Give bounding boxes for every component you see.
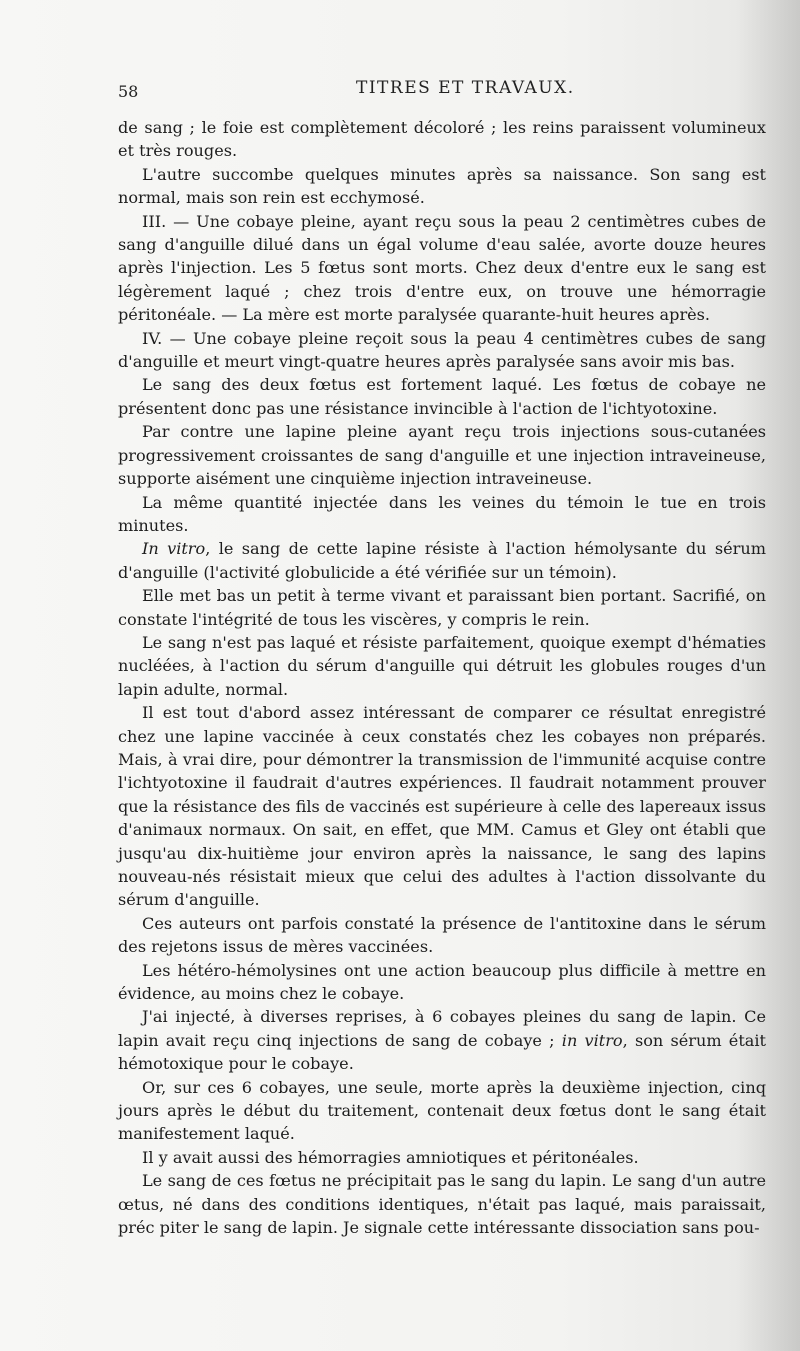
paragraph-continued: de sang ; le foie est complètement décoloré ; les reins paraissent volumineux et très rouges. bbox=[118, 118, 766, 161]
paragraph: Or, sur ces 6 cobayes, une seule, morte après la deuxième injection, cinq jours après le début du traitement, contenait deux fœtus dont le sang était manifestement laqué. bbox=[118, 1077, 766, 1144]
running-title: TITRES ET TRAVAUX. bbox=[356, 78, 575, 98]
paragraph-text: , son sérum était hémotoxique pour le cobaye. bbox=[118, 1030, 766, 1074]
paragraph-case-iv: IV. — Une cobaye pleine reçoit sous la peau 4 centimètres cubes de sang d'anguille et meurt vingt-quatre heures après paralysée sans avoir mis bas. bbox=[118, 328, 766, 372]
paragraph: Il y avait aussi des hémorragies amniotiques et péritonéales. bbox=[142, 1147, 639, 1167]
paragraph: Il est tout d'abord assez intéressant de comparer ce résultat enregistré chez une lapine vaccinée à ceux constatés chez les cobayes non préparés. Mais, à vrai dire, pour démontrer la transmission de l'immunité acquise contre l'ichtyotoxine il faudrait d'autres expériences. Il faudrait notamment prouver que la résistance des fils de vaccinés est supérieure à celle des lapereaux issus d'animaux normaux. On sait, en effet, que MM. Camus et Gley ont établi que jusqu'au dix-huitième jour environ après la naissance, le sang des lapins nouveau-nés résistait mieux que celui des adultes à l'action dissolvante du sérum d'anguille. bbox=[118, 703, 766, 910]
paragraph-injection bbox=[118, 1005, 766, 1075]
page-header bbox=[118, 76, 768, 106]
paragraph: L'autre succombe quelques minutes après sa naissance. Son sang est normal, mais son rein est ecchymosé. bbox=[118, 164, 766, 208]
italic-term: in vitro bbox=[561, 1030, 623, 1050]
paragraph: Le sang des deux fœtus est fortement laqué. Les fœtus de cobaye ne présentent donc pas une résistance invincible à l'action de l'ichtyotoxine. bbox=[118, 375, 766, 418]
paragraph-text: , le sang de cette lapine résiste à l'action hémolysante du sérum d'anguille (l'activité globulicide a été vérifiée sur un témoin). bbox=[118, 539, 766, 582]
paragraph: Elle met bas un petit à terme vivant et paraissant bien portant. Sacrifié, on constate l'intégrité de tous les viscères, y compris le rein. bbox=[118, 586, 766, 629]
page-number: 58 bbox=[118, 82, 139, 101]
paragraph: Par contre une lapine pleine ayant reçu trois injections sous-cutanées progressivement croissantes de sang d'anguille et une injection intraveineuse, supporte aisément une cinquième injection intraveineuse. bbox=[118, 422, 766, 489]
paragraph-in-vitro bbox=[118, 537, 766, 584]
paragraph-text: J'ai injecté, à diverses reprises, à 6 cobayes pleines du sang de lapin. Ce lapin avait reçu cinq injections de sang de cobaye ; bbox=[118, 1007, 766, 1050]
paragraph: La même quantité injectée dans les veines du témoin le tue en trois minutes. bbox=[118, 492, 766, 535]
italic-term: In vitro bbox=[142, 539, 206, 559]
page-body bbox=[118, 116, 766, 1240]
paragraph: Les hétéro-hémolysines ont une action beaucoup plus difficile à mettre en évidence, au moins chez le cobaye. bbox=[118, 960, 766, 1004]
paragraph: Le sang n'est pas laqué et résiste parfaitement, quoique exempt d'hématies nucléées, à l'action du sérum d'anguille qui détruit les globules rouges d'un lapin adulte, normal. bbox=[118, 632, 766, 699]
paragraph-case-iii: III. — Une cobaye pleine, ayant reçu sous la peau 2 centimètres cubes de sang d'anguille dilué dans un égal volume d'eau salée, avorte douze heures après l'injection. Les 5 fœtus sont morts. Chez deux d'entre eux le sang est légèrement laqué ; chez trois d'entre eux, on trouve une hémorragie péritonéale. — La mère est morte paralysée quarante-huit heures après. bbox=[118, 211, 766, 325]
paragraph: Ces auteurs ont parfois constaté la présence de l'antitoxine dans le sérum des rejetons issus de mères vaccinées. bbox=[118, 913, 766, 957]
paragraph: Le sang de ces fœtus ne précipitait pas le sang du lapin. Le sang d'un autre œtus, né dans des conditions identiques, n'était pas laqué, mais paraissait, préc piter le sang de lapin. Je signale cette intéressante dissociation sans pou- bbox=[118, 1171, 766, 1238]
